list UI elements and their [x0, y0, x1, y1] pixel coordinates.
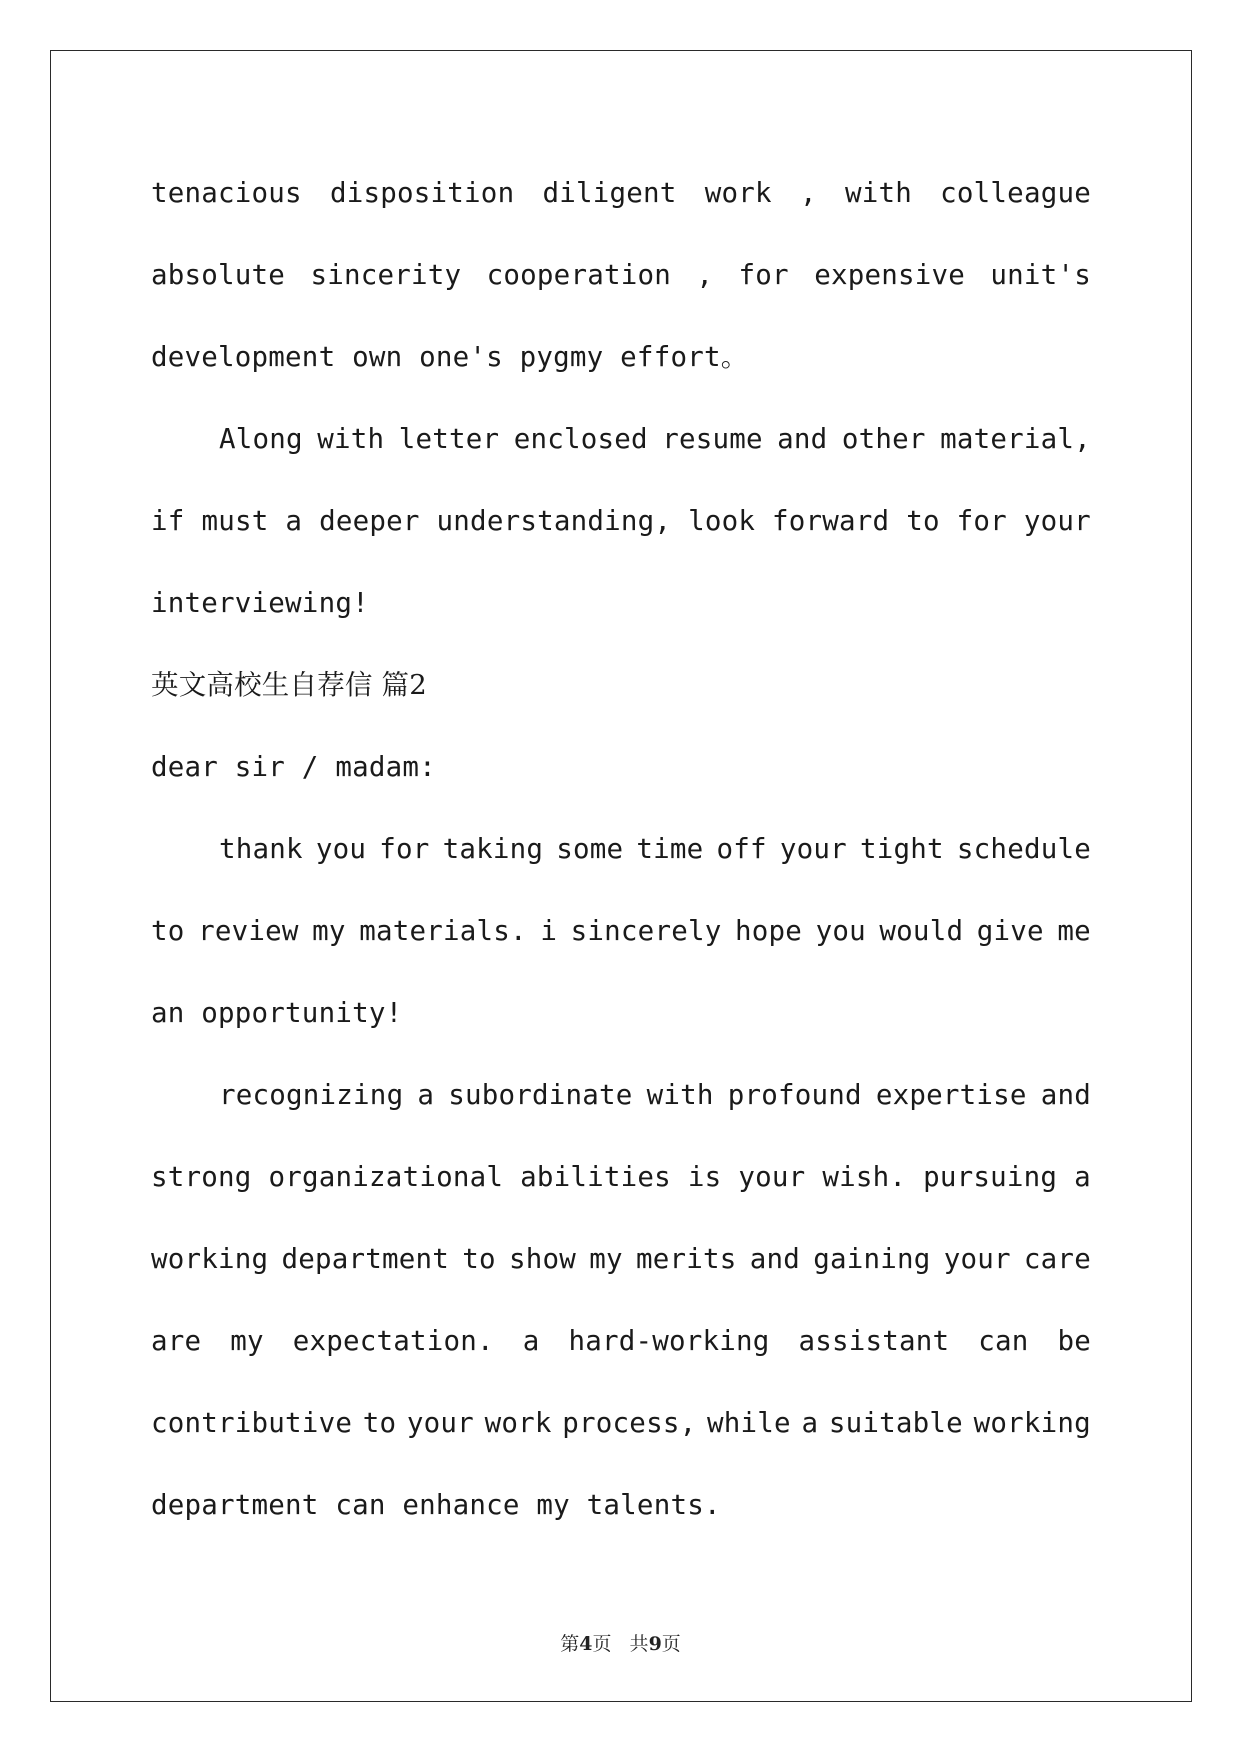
- section-heading: 英文高校生自荐信 篇2: [151, 669, 427, 701]
- paragraph-start-line: [151, 816, 1091, 898]
- text-line: [151, 1308, 1091, 1390]
- word: look: [688, 505, 756, 537]
- word: assistant: [798, 1325, 950, 1357]
- word: strong: [151, 1161, 252, 1193]
- word: can: [978, 1325, 1029, 1357]
- word: to: [151, 915, 185, 947]
- word: wish.: [822, 1161, 907, 1193]
- word: profound: [727, 1079, 862, 1111]
- word: my: [589, 1243, 623, 1275]
- word: to: [906, 505, 940, 537]
- text-line: [151, 160, 1091, 242]
- paragraph-start-line: [151, 1062, 1091, 1144]
- word: time: [636, 833, 704, 865]
- word: is: [687, 1161, 722, 1193]
- word: and: [777, 423, 828, 455]
- word: cooperation: [486, 259, 671, 291]
- word: a: [522, 1325, 540, 1357]
- word: for: [379, 833, 430, 865]
- paragraph-start-line: [151, 406, 1091, 488]
- word: materials.: [359, 915, 527, 947]
- word: your: [1023, 505, 1091, 537]
- word: expectation.: [292, 1325, 494, 1357]
- word: your: [738, 1161, 806, 1193]
- word: while: [707, 1407, 791, 1439]
- word: work: [704, 177, 772, 209]
- word: with: [844, 177, 912, 209]
- word: for: [738, 259, 789, 291]
- word: are: [151, 1325, 202, 1357]
- page-footer: [0, 1629, 1241, 1656]
- word: review: [198, 915, 299, 947]
- word: expertise: [875, 1079, 1027, 1111]
- word: my: [230, 1325, 264, 1357]
- word: thank: [219, 833, 303, 865]
- text-line: [151, 242, 1091, 324]
- word: expensive: [814, 259, 966, 291]
- word: work: [484, 1407, 552, 1439]
- text-line: [151, 898, 1091, 980]
- word: organizational: [268, 1161, 504, 1193]
- word: a: [1074, 1161, 1091, 1193]
- word: be: [1057, 1325, 1091, 1357]
- word: working: [973, 1407, 1091, 1439]
- word: absolute: [151, 259, 286, 291]
- word: tenacious: [151, 177, 302, 209]
- word: you: [815, 915, 866, 947]
- word: a: [285, 505, 303, 537]
- word: hope: [735, 915, 803, 947]
- word: ,: [799, 177, 817, 209]
- word: give: [976, 915, 1044, 947]
- word: merits: [635, 1243, 737, 1275]
- word: and: [749, 1243, 800, 1275]
- word: some: [556, 833, 624, 865]
- text-line: [151, 1144, 1091, 1226]
- word: and: [1040, 1079, 1091, 1111]
- word: subordinate: [448, 1079, 633, 1111]
- footer-mid: 页 共: [592, 1633, 649, 1655]
- text-line: [151, 1390, 1091, 1472]
- word: process,: [562, 1407, 697, 1439]
- word: gaining: [813, 1243, 931, 1275]
- word: ,: [696, 259, 714, 291]
- word: your: [779, 833, 847, 865]
- word: to: [362, 1407, 397, 1439]
- word: you: [315, 833, 367, 865]
- word: enclosed: [513, 423, 648, 455]
- word: other: [841, 423, 926, 455]
- current-page-number: 4: [579, 1633, 593, 1655]
- word: me: [1057, 915, 1091, 947]
- word: disposition: [330, 177, 515, 209]
- word: deeper: [319, 505, 420, 537]
- word: a: [417, 1079, 435, 1111]
- word: to: [462, 1243, 496, 1275]
- word: forward: [772, 505, 890, 537]
- word: care: [1023, 1243, 1091, 1275]
- word: diligent: [542, 177, 677, 209]
- text-line: [151, 488, 1091, 570]
- word: taking: [442, 833, 544, 865]
- word: department: [281, 1243, 450, 1275]
- total-page-number: 9: [648, 1633, 662, 1655]
- word: unit's: [990, 259, 1091, 291]
- word: sincerely: [570, 915, 722, 947]
- word: off: [716, 833, 767, 865]
- word: colleague: [940, 177, 1091, 209]
- text-line: an opportunity!: [151, 997, 403, 1029]
- word: a: [801, 1407, 819, 1439]
- word: would: [879, 915, 964, 947]
- word: your: [943, 1243, 1011, 1275]
- word: with: [646, 1079, 714, 1111]
- word: for: [956, 505, 1007, 537]
- text-line: interviewing!: [151, 587, 369, 619]
- footer-suffix: 页: [661, 1633, 681, 1655]
- footer-prefix: 第: [560, 1633, 580, 1655]
- document-body: [151, 160, 1091, 1554]
- word: letter: [398, 423, 500, 455]
- word: must: [201, 505, 269, 537]
- word: i: [540, 915, 558, 947]
- word: working: [151, 1243, 269, 1275]
- word: pursuing: [923, 1161, 1058, 1193]
- word: tight: [860, 833, 944, 865]
- word: contributive: [151, 1407, 353, 1439]
- word: material,: [940, 423, 1091, 455]
- text-line: [151, 1226, 1091, 1308]
- word: resume: [662, 423, 763, 455]
- word: your: [406, 1407, 474, 1439]
- text-line: development own one's pygmy effort。: [151, 341, 749, 373]
- word: recognizing: [219, 1079, 404, 1111]
- word: my: [312, 915, 346, 947]
- word: understanding,: [436, 505, 672, 537]
- text-line: department can enhance my talents.: [151, 1489, 721, 1521]
- word: suitable: [828, 1407, 963, 1439]
- word: if: [151, 505, 185, 537]
- word: schedule: [956, 833, 1091, 865]
- salutation: dear sir / madam:: [151, 751, 436, 783]
- word: sincerity: [310, 259, 462, 291]
- word: abilities: [520, 1161, 671, 1193]
- word: Along: [219, 423, 303, 455]
- word: hard-working: [568, 1325, 770, 1357]
- word: show: [509, 1243, 577, 1275]
- word: with: [317, 423, 385, 455]
